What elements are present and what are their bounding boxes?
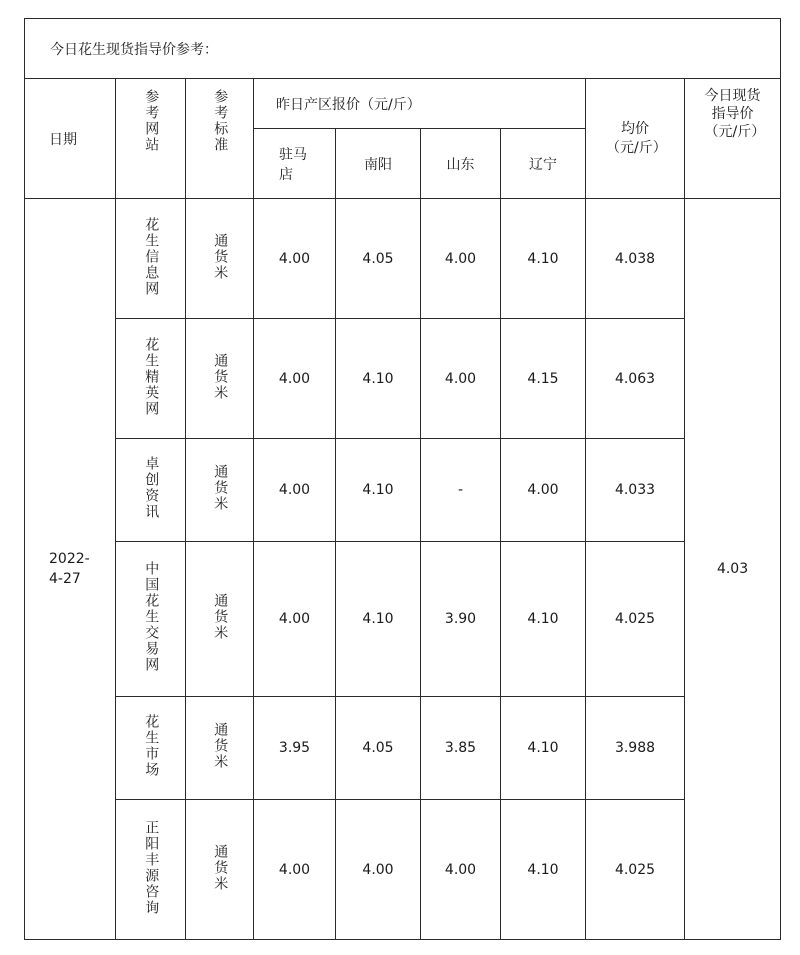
price-nanyang: 4.05 [336, 697, 421, 800]
price-average: 4.033 [586, 439, 685, 542]
header-average-label: 均价（元/斤） [606, 121, 667, 156]
table-row [25, 439, 781, 542]
table-row [25, 199, 781, 319]
header-standard [186, 79, 254, 199]
price-shandong: 3.90 [421, 542, 501, 697]
standard-cell [186, 319, 254, 439]
price-liaoning: 4.15 [501, 319, 586, 439]
header-site-label: 参考网站 [143, 89, 160, 153]
price-average: 4.025 [586, 800, 685, 940]
price-zhumadian: 3.95 [254, 697, 336, 800]
site-name: 花生信息网 [143, 216, 160, 297]
standard-cell [186, 697, 254, 800]
site-name: 正阳丰源咨询 [143, 819, 160, 916]
standard-cell [186, 439, 254, 542]
standard-name: 通货米 [212, 464, 229, 512]
standard-cell [186, 542, 254, 697]
price-nanyang: 4.05 [336, 199, 421, 319]
price-nanyang: 4.00 [336, 800, 421, 940]
price-nanyang: 4.10 [336, 439, 421, 542]
header-region-shandong: 山东 [421, 129, 501, 199]
table-row [25, 697, 781, 800]
price-zhumadian: 4.00 [254, 199, 336, 319]
standard-name: 通货米 [212, 722, 229, 770]
price-zhumadian: 4.00 [254, 542, 336, 697]
standard-cell [186, 199, 254, 319]
header-region-nanyang: 南阳 [336, 129, 421, 199]
site-cell [116, 697, 186, 800]
price-average: 4.063 [586, 319, 685, 439]
price-nanyang: 4.10 [336, 542, 421, 697]
site-cell [116, 439, 186, 542]
price-table-container [24, 18, 780, 939]
price-nanyang: 4.10 [336, 319, 421, 439]
header-region-zhumadian [254, 129, 336, 199]
site-name: 花生精英网 [143, 336, 160, 417]
site-name: 中国花生交易网 [143, 561, 160, 673]
header-row [25, 79, 781, 129]
standard-name: 通货米 [212, 593, 229, 641]
table-row [25, 542, 781, 697]
site-cell [116, 199, 186, 319]
price-average: 3.988 [586, 697, 685, 800]
header-guide-price [685, 79, 781, 199]
date-cell [25, 199, 116, 940]
guide-price-value: 4.03 [685, 199, 781, 940]
header-site [116, 79, 186, 199]
title-row [25, 19, 781, 79]
standard-cell [186, 800, 254, 940]
price-shandong: 4.00 [421, 800, 501, 940]
table-title: 今日花生现货指导价参考： [25, 19, 781, 79]
price-zhumadian: 4.00 [254, 439, 336, 542]
header-yesterday-quote: 昨日产区报价（元/斤） [254, 79, 586, 129]
site-name: 花生市场 [143, 714, 160, 778]
price-liaoning: 4.10 [501, 697, 586, 800]
site-name: 卓创资讯 [143, 456, 160, 520]
price-shandong: 4.00 [421, 319, 501, 439]
standard-name: 通货米 [212, 232, 229, 281]
price-shandong: 3.85 [421, 697, 501, 800]
table-row [25, 800, 781, 940]
price-liaoning: 4.10 [501, 199, 586, 319]
header-region-zhumadian-label: 驻马店 [279, 146, 307, 183]
standard-name: 通货米 [212, 843, 229, 892]
site-cell [116, 319, 186, 439]
standard-name: 通货米 [212, 352, 229, 401]
header-standard-label: 参考标准 [212, 89, 229, 153]
header-average [586, 79, 685, 199]
date-value: 2022-4-27 [49, 550, 90, 587]
price-shandong: - [421, 439, 501, 542]
price-average: 4.025 [586, 542, 685, 697]
header-region-liaoning: 辽宁 [501, 129, 586, 199]
price-average: 4.038 [586, 199, 685, 319]
price-liaoning: 4.10 [501, 800, 586, 940]
price-liaoning: 4.00 [501, 439, 586, 542]
price-table [24, 18, 781, 940]
site-cell [116, 542, 186, 697]
header-guide-price-label: 今日现货指导价（元/斤） [704, 88, 766, 141]
table-row [25, 319, 781, 439]
site-cell [116, 800, 186, 940]
price-zhumadian: 4.00 [254, 319, 336, 439]
price-shandong: 4.00 [421, 199, 501, 319]
header-date: 日期 [25, 79, 116, 199]
price-liaoning: 4.10 [501, 542, 586, 697]
price-zhumadian: 4.00 [254, 800, 336, 940]
